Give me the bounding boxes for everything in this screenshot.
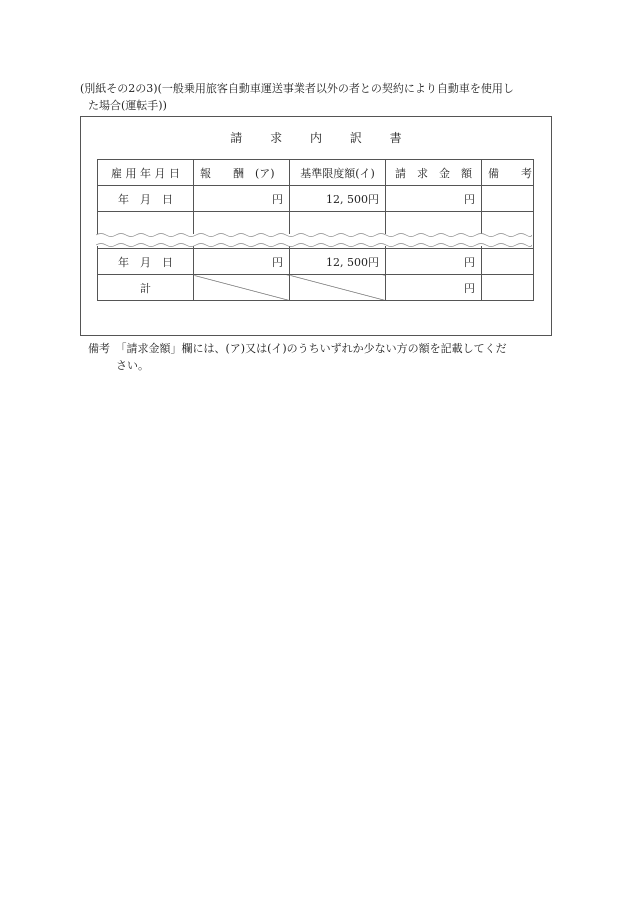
remarks-cell [482, 249, 534, 275]
title-char: 請 [230, 131, 243, 145]
limit-cell: 12, 500円 [290, 249, 386, 275]
table-row [98, 249, 534, 275]
header-remarks: 備 考 [482, 160, 534, 186]
date-cell: 年 月 日 [98, 249, 194, 275]
reward-cell: 円 [194, 249, 290, 275]
reward-cell: 円 [194, 186, 290, 212]
amount-cell: 円 [386, 186, 482, 212]
title-char: 書 [389, 131, 402, 145]
omission-break [96, 229, 532, 251]
title-char: 訳 [349, 131, 362, 145]
form-title [81, 129, 551, 146]
total-label: 計 [98, 275, 194, 301]
note-line-2: さい。 [116, 359, 149, 372]
title-char: 内 [309, 131, 322, 145]
note-line-1: 備考 「請求金額」欄には、(ア)又は(イ)のうちいずれか少ない方の額を記載してくだ [88, 342, 507, 355]
title-char: 求 [270, 131, 283, 145]
remarks-cell [482, 275, 534, 301]
header-employment-date: 雇 用 年 月 日 [98, 160, 194, 186]
header-reward: 報 酬 (ア) [194, 160, 290, 186]
remarks-note [88, 340, 558, 374]
intro-line-1: (別紙その2の3)(一般乗用旅客自動車運送事業者以外の者との契約により自動車を使用し [80, 82, 514, 95]
amount-cell: 円 [386, 249, 482, 275]
intro-line-2: た場合(運転手)) [88, 99, 167, 112]
crossed-cell [194, 275, 290, 301]
total-amount-cell: 円 [386, 275, 482, 301]
limit-cell: 12, 500円 [290, 186, 386, 212]
remarks-cell [482, 186, 534, 212]
header-limit: 基準限度額(イ) [290, 160, 386, 186]
crossed-cell [290, 275, 386, 301]
form-frame [80, 116, 552, 336]
intro-text [80, 80, 560, 114]
header-amount: 請 求 金 額 [386, 160, 482, 186]
table-row [98, 186, 534, 212]
total-row [98, 275, 534, 301]
header-row [98, 160, 534, 186]
date-cell: 年 月 日 [98, 186, 194, 212]
